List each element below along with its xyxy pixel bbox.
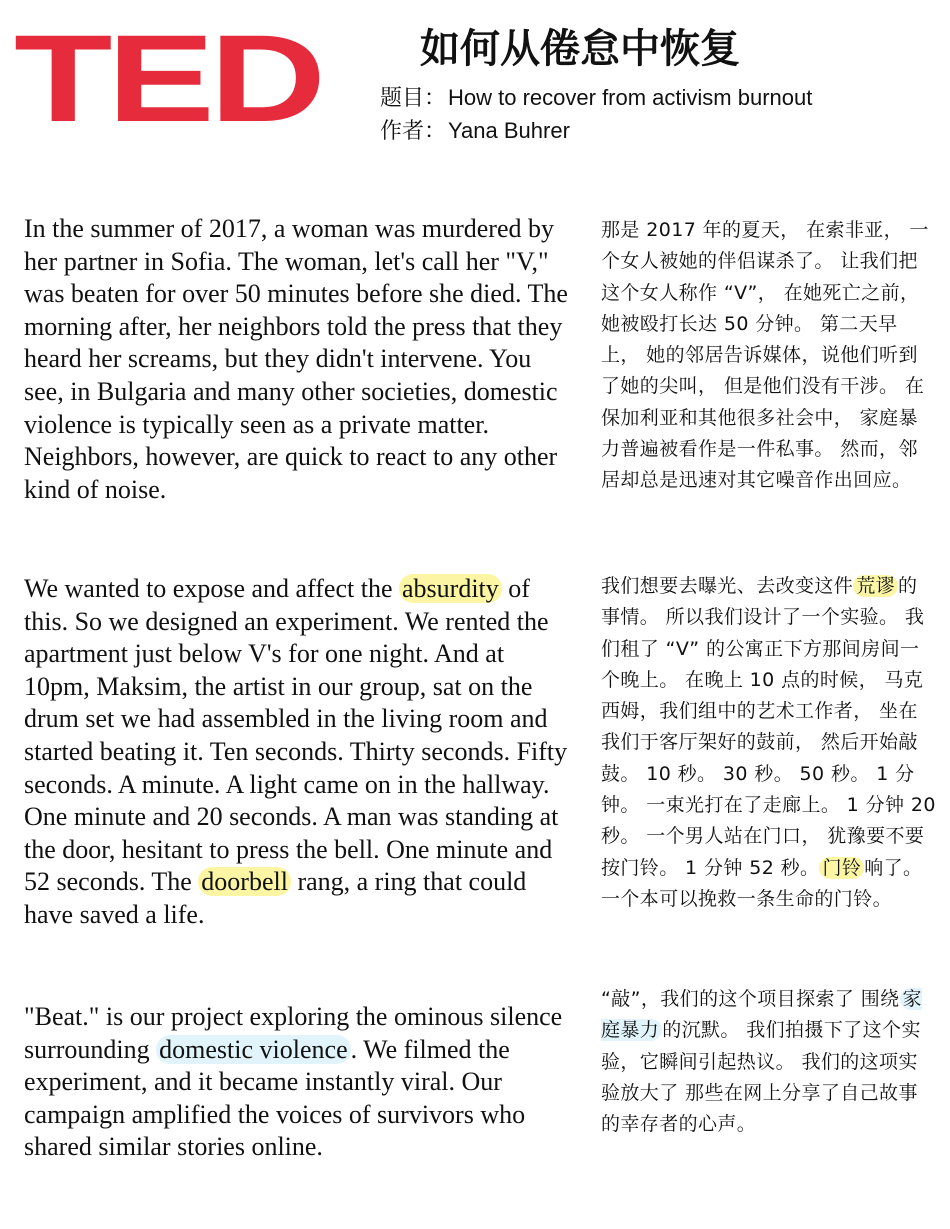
theme-highlight-jiatingbaoli: 家庭暴力 [601, 988, 922, 1042]
english-text: . We filmed the experiment, and it became instantly viral. Our campaign amplified the voices of survivors who shared similar stories online. [24, 1034, 526, 1162]
page-title: 如何从倦怠中恢复 [420, 26, 740, 72]
chinese-paragraph-1: 那是 2017 年的夏天， 在索非亚， 一个女人被她的伴侣谋杀了。 让我们把这个女人称作 “V”， 在她死亡之前， 她被殴打长达 50 分钟。 第二天早上， 她的邻居告诉媒体，说他们听到了她的尖叫， 但是他们没有干涉。 在保加利亚和其他很多社会中， 家庭暴力普遍被看作是一件私事。 然而，邻居却总是迅速对其它噪音作出回应。 [601, 219, 929, 492]
chinese-text: 的事情。 所以我们设计了一个实验。 我们租了 “V” 的公寓正下方那间房间一个晚上。 在晚上 10 点的时候， 马克西姆，我们组中的艺术工作者， 坐在我们于客厅架好的鼓前， 然后开始敲鼓。 10 秒。 30 秒。 50 秒。 1 分钟。 一束光打在了走廊上。 1 分钟 20 秒。 一个男人站在门口， 犹豫要不要按门铃。 1 分钟 52 秒。 [601, 575, 936, 879]
english-paragraph-3 [24, 1001, 569, 1164]
english-text: We wanted to expose and affect the [24, 574, 399, 603]
chinese-text: 我们想要去曝光、去改变这件 [601, 575, 854, 597]
author-label: 作者： [380, 119, 447, 144]
author-line [380, 116, 570, 147]
vocab-highlight-doorbell: doorbell [198, 867, 291, 896]
chinese-text: “敲”，我们的这个项目探索了 围绕 [601, 988, 900, 1010]
english-text: rang, a ring that could have saved a life. [24, 867, 527, 929]
chinese-text: 的沉默。 我们拍摄下了这个实验，它瞬间引起热议。 我们的这项实验放大了 那些在网上分享了自己故事的幸存者的心声。 [601, 1019, 921, 1136]
english-text: of this. So we designed an experiment. We rented the apartment just below V's for one night. And at 10pm, Maksim, the artist in our group, sat on the drum set we had assembled in the living room and started beating it. Ten seconds. Thirty seconds. Fifty seconds. A minute. A light came on in the hallway. One minute and 20 seconds. A man was standing at the door, hesitant to press the bell. One minute and 52 seconds. The [24, 574, 568, 897]
ted-logo: TED [14, 10, 321, 148]
vocab-highlight-menling: 门铃 [819, 857, 864, 879]
topic-label: 题目： [380, 86, 447, 111]
chinese-text: 响了。 一个本可以挽救一条生命的门铃。 [601, 856, 923, 910]
chinese-paragraph-3 [601, 984, 936, 1140]
author-value: Yana Buhrer [448, 118, 570, 143]
vocab-highlight-absurdity: absurdity [399, 574, 502, 603]
english-text: "Beat." is our project exploring the ominous silence surrounding [24, 1002, 563, 1064]
topic-value: How to recover from activism burnout [448, 85, 813, 110]
chinese-paragraph-2 [601, 571, 936, 915]
topic-line [380, 83, 812, 114]
english-paragraph-2 [24, 573, 569, 932]
english-paragraph-1: In the summer of 2017, a woman was murdered by her partner in Sofia. The woman, let's call her "V," was beaten for over 50 minutes before she died. The morning after, her neighbors told the press that they heard her screams, but they didn't intervene. You see, in Bulgaria and many other societies, domestic violence is typically seen as a private matter. Neighbors, however, are quick to react to any other kind of noise. [24, 214, 568, 504]
vocab-highlight-huangmiu: 荒谬 [853, 575, 898, 597]
theme-highlight-domestic-violence: domestic violence [156, 1035, 350, 1064]
